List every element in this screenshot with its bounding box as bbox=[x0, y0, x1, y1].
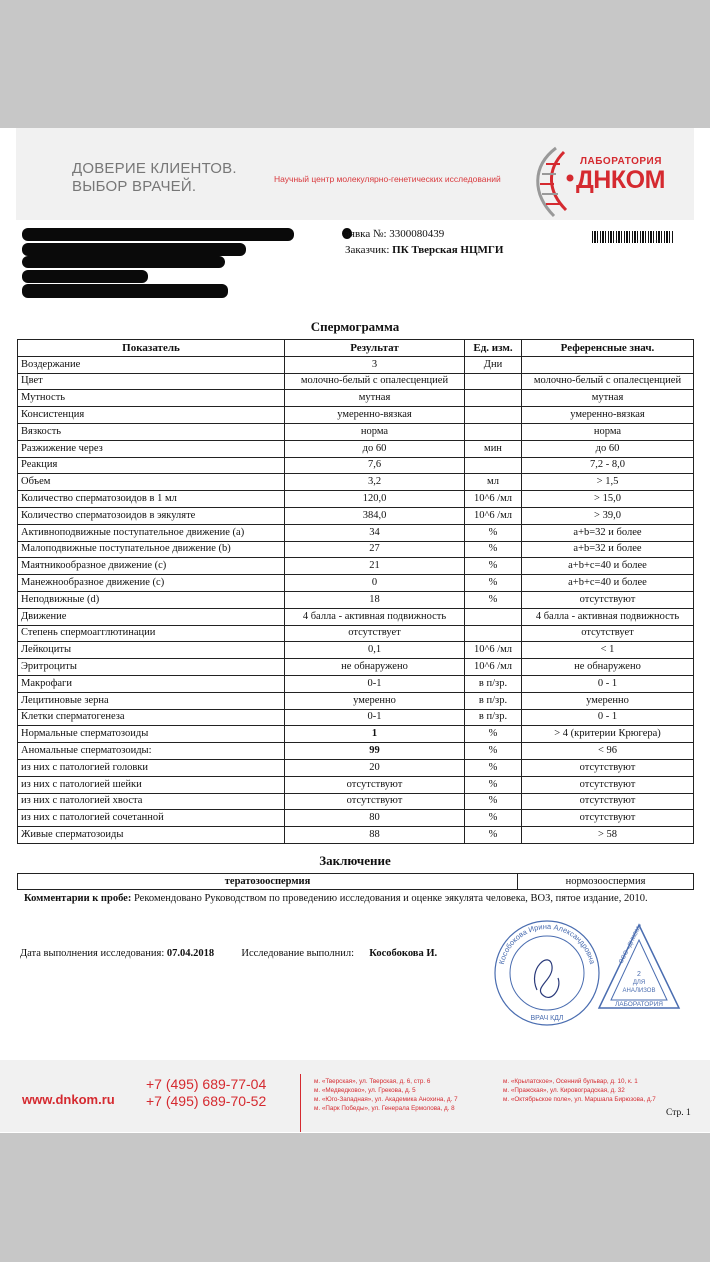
date-label: Дата выполнения исследования: bbox=[20, 948, 165, 959]
cell-unit: в п/зр. bbox=[465, 692, 522, 709]
cell-result: 0-1 bbox=[285, 709, 465, 726]
cell-indicator: Неподвижные (d) bbox=[18, 591, 285, 608]
website-link[interactable]: www.dnkom.ru bbox=[22, 1092, 115, 1107]
address-line: м. «Октябрьское поле», ул. Маршала Бирюзова, д.7 bbox=[503, 1096, 656, 1103]
cell-reference: > 58 bbox=[522, 827, 694, 844]
cell-result: молочно-белый с опалесценцией bbox=[285, 373, 465, 390]
cell-indicator: из них с патологией хвоста bbox=[18, 793, 285, 810]
redaction-bar bbox=[22, 228, 294, 241]
table-row bbox=[18, 591, 694, 608]
cell-indicator: Степень спермоагглютинации bbox=[18, 625, 285, 642]
table-row bbox=[18, 457, 694, 474]
table-row bbox=[18, 709, 694, 726]
cell-result: 99 bbox=[285, 743, 465, 760]
table-row bbox=[18, 692, 694, 709]
phone-number[interactable]: +7 (495) 689-70-52 bbox=[146, 1093, 267, 1109]
comment-label: Комментарии к пробе: bbox=[24, 893, 132, 904]
cell-unit: % bbox=[465, 558, 522, 575]
redaction-bar bbox=[22, 243, 246, 256]
cell-unit: в п/зр. bbox=[465, 675, 522, 692]
cell-indicator: Движение bbox=[18, 608, 285, 625]
doctor-stamp bbox=[492, 918, 602, 1028]
cell-result: не обнаружено bbox=[285, 659, 465, 676]
logo-laboratory-label: ЛАБОРАТОРИЯ bbox=[580, 156, 662, 167]
address-line: м. «Парк Победы», ул. Генерала Ермолова, д. 8 bbox=[314, 1105, 455, 1112]
footer-divider bbox=[300, 1074, 301, 1132]
date-value: 07.04.2018 bbox=[166, 948, 215, 959]
cell-indicator: Реакция bbox=[18, 457, 285, 474]
order-number: аявка №: 3300080439 bbox=[345, 228, 445, 240]
svg-text:Кособокова Ирина Александровна bbox=[497, 922, 597, 966]
cell-indicator: Аномальные сперматозоиды: bbox=[18, 743, 285, 760]
table-row bbox=[18, 743, 694, 760]
cell-result: 34 bbox=[285, 524, 465, 541]
performer-value: Кособокова И. bbox=[369, 948, 438, 959]
cell-unit: 10^6 /мл bbox=[465, 659, 522, 676]
cell-result: 80 bbox=[285, 810, 465, 827]
address-line: м. «Тверская», ул. Тверская, д. 6, стр. 6 bbox=[314, 1078, 431, 1085]
cell-indicator: Маятникообразное движение (c) bbox=[18, 558, 285, 575]
cell-reference: не обнаружено bbox=[522, 659, 694, 676]
stamp-round-text: Кособокова Ирина Александровна bbox=[496, 921, 597, 966]
cell-reference: мутная bbox=[522, 390, 694, 407]
cell-indicator: Лейкоциты bbox=[18, 642, 285, 659]
table-row bbox=[18, 625, 694, 642]
table-row bbox=[18, 810, 694, 827]
table-row bbox=[18, 356, 694, 373]
redaction-bar bbox=[22, 256, 225, 268]
cell-unit: в п/зр. bbox=[465, 709, 522, 726]
performer-label: Исследование выполнил: bbox=[241, 948, 355, 959]
cell-reference: умеренно bbox=[522, 692, 694, 709]
cell-result: отсутствует bbox=[285, 625, 465, 642]
cell-indicator: Количество сперматозоидов в эякуляте bbox=[18, 507, 285, 524]
cell-unit: 10^6 /мл bbox=[465, 642, 522, 659]
results-body bbox=[18, 356, 694, 843]
cell-reference bbox=[522, 356, 694, 373]
cell-reference: 4 балла - активная подвижность bbox=[522, 608, 694, 625]
cell-reference: a+b=32 и более bbox=[522, 524, 694, 541]
cell-indicator: Активноподвижные поступательное движение (а) bbox=[18, 524, 285, 541]
column-header: Результат bbox=[285, 340, 465, 357]
laboratory-stamp bbox=[596, 922, 682, 1012]
cell-reference: отсутствуют bbox=[522, 759, 694, 776]
cell-unit: 10^6 /мл bbox=[465, 491, 522, 508]
cell-result: 88 bbox=[285, 827, 465, 844]
cell-result: 0-1 bbox=[285, 675, 465, 692]
cell-unit bbox=[465, 423, 522, 440]
cell-result: 3 bbox=[285, 356, 465, 373]
table-row bbox=[18, 659, 694, 676]
cell-result: мутная bbox=[285, 390, 465, 407]
table-row bbox=[18, 776, 694, 793]
footer bbox=[0, 1060, 710, 1132]
cell-indicator: Количество сперматозоидов в 1 мл bbox=[18, 491, 285, 508]
column-header: Ед. изм. bbox=[465, 340, 522, 357]
cell-unit bbox=[465, 457, 522, 474]
table-row bbox=[18, 827, 694, 844]
cell-result: норма bbox=[285, 423, 465, 440]
redaction-bar bbox=[22, 270, 148, 283]
table-row bbox=[18, 507, 694, 524]
address-line: м. «Пражская», ул. Кировоградская, д. 32 bbox=[503, 1087, 625, 1094]
table-row bbox=[18, 407, 694, 424]
cell-indicator: из них с патологией головки bbox=[18, 759, 285, 776]
cell-reference: 7,2 - 8,0 bbox=[522, 457, 694, 474]
cell-result: 21 bbox=[285, 558, 465, 575]
slogan-line-1: ДОВЕРИЕ КЛИЕНТОВ. bbox=[72, 160, 237, 177]
conclusion-result: тератозооспермия bbox=[18, 874, 518, 890]
cell-reference: отсутствует bbox=[522, 625, 694, 642]
cell-result: 384,0 bbox=[285, 507, 465, 524]
cell-unit bbox=[465, 608, 522, 625]
cell-reference: отсутствуют bbox=[522, 591, 694, 608]
cell-reference: молочно-белый с опалесценцией bbox=[522, 373, 694, 390]
cell-unit: % bbox=[465, 726, 522, 743]
cell-reference: > 15,0 bbox=[522, 491, 694, 508]
customer-label: Заказчик: bbox=[345, 244, 390, 256]
cell-indicator: Макрофаги bbox=[18, 675, 285, 692]
barcode bbox=[592, 231, 674, 243]
cell-unit: % bbox=[465, 810, 522, 827]
cell-indicator: Разжижение через bbox=[18, 440, 285, 457]
table-row bbox=[18, 524, 694, 541]
cell-indicator: Вязкость bbox=[18, 423, 285, 440]
page-number: Стр. 1 bbox=[666, 1108, 691, 1118]
cell-result: 120,0 bbox=[285, 491, 465, 508]
cell-result: 7,6 bbox=[285, 457, 465, 474]
cell-unit: % bbox=[465, 575, 522, 592]
customer-value: ПК Тверская НЦМГИ bbox=[392, 244, 504, 256]
table-row bbox=[18, 642, 694, 659]
cell-reference: отсутствуют bbox=[522, 776, 694, 793]
redaction-bar bbox=[22, 284, 228, 298]
cell-indicator: Мутность bbox=[18, 390, 285, 407]
table-row bbox=[18, 474, 694, 491]
table-row bbox=[18, 390, 694, 407]
cell-unit: % bbox=[465, 743, 522, 760]
cell-unit: Дни bbox=[465, 356, 522, 373]
cell-result: 1 bbox=[285, 726, 465, 743]
results-table bbox=[17, 339, 694, 844]
cell-indicator: Живые сперматозоиды bbox=[18, 827, 285, 844]
cell-result: умеренно-вязкая bbox=[285, 407, 465, 424]
cell-reference: a+b+c=40 и более bbox=[522, 558, 694, 575]
cell-result: 4 балла - активная подвижность bbox=[285, 608, 465, 625]
cell-indicator: Объем bbox=[18, 474, 285, 491]
cell-reference: a+b+c=40 и более bbox=[522, 575, 694, 592]
conclusion-title: Заключение bbox=[319, 853, 391, 868]
cell-reference: норма bbox=[522, 423, 694, 440]
table-row bbox=[18, 726, 694, 743]
table-row bbox=[18, 491, 694, 508]
cell-result: 0 bbox=[285, 575, 465, 592]
stamp-tri-mid: ДЛЯ bbox=[632, 980, 646, 986]
cell-unit: % bbox=[465, 759, 522, 776]
cell-indicator: Манежнообразное движение (c) bbox=[18, 575, 285, 592]
document-page bbox=[0, 128, 710, 1133]
cell-result: отсутствуют bbox=[285, 793, 465, 810]
cell-reference: > 4 (критерии Крюгера) bbox=[522, 726, 694, 743]
table-row bbox=[18, 675, 694, 692]
cell-result: умеренно bbox=[285, 692, 465, 709]
cell-indicator: Воздержание bbox=[18, 356, 285, 373]
stamp-round-bottom: ВРАЧ КДЛ bbox=[530, 1015, 564, 1022]
cell-result: 0,1 bbox=[285, 642, 465, 659]
address-line: м. «Медведково», ул. Грекова, д. 5 bbox=[314, 1087, 416, 1094]
conclusion-reference: нормозооспермия bbox=[518, 874, 694, 890]
cell-result: 27 bbox=[285, 541, 465, 558]
cell-unit: мин bbox=[465, 440, 522, 457]
cell-unit: % bbox=[465, 524, 522, 541]
cell-unit: % bbox=[465, 827, 522, 844]
table-row bbox=[18, 440, 694, 457]
cell-reference: 0 - 1 bbox=[522, 709, 694, 726]
cell-reference: до 60 bbox=[522, 440, 694, 457]
table-row bbox=[18, 759, 694, 776]
cell-indicator: Эритроциты bbox=[18, 659, 285, 676]
cell-unit: мл bbox=[465, 474, 522, 491]
cell-indicator: Нормальные сперматозоиды bbox=[18, 726, 285, 743]
sample-comment bbox=[24, 892, 690, 906]
cell-result: 3,2 bbox=[285, 474, 465, 491]
comment-text: Рекомендовано Руководством по проведению исследования и оценке эякулята человека, ВОЗ, пятое издание, 2010. bbox=[133, 893, 648, 904]
stamp-tri-top: ООО «ДНКОМ» bbox=[618, 923, 644, 965]
table-row bbox=[18, 575, 694, 592]
cell-result: отсутствуют bbox=[285, 776, 465, 793]
cell-unit: 10^6 /мл bbox=[465, 507, 522, 524]
cell-reference: умеренно-вязкая bbox=[522, 407, 694, 424]
slogan-line-2: ВЫБОР ВРАЧЕЙ. bbox=[72, 178, 197, 195]
cell-reference: > 39,0 bbox=[522, 507, 694, 524]
cell-reference: < 1 bbox=[522, 642, 694, 659]
cell-reference: 0 - 1 bbox=[522, 675, 694, 692]
address-line: м. «Крылатское», Осенний бульвар, д. 10, к. 1 bbox=[503, 1078, 638, 1085]
cell-result: 18 bbox=[285, 591, 465, 608]
cell-unit: % bbox=[465, 591, 522, 608]
cell-indicator: Лецитиновые зерна bbox=[18, 692, 285, 709]
cell-result: 20 bbox=[285, 759, 465, 776]
cell-reference: > 1,5 bbox=[522, 474, 694, 491]
cell-unit bbox=[465, 407, 522, 424]
customer-line bbox=[345, 244, 503, 256]
stamp-tri-mid: 2 bbox=[637, 971, 641, 978]
cell-unit bbox=[465, 625, 522, 642]
cell-unit: % bbox=[465, 541, 522, 558]
cell-reference: a+b=32 и более bbox=[522, 541, 694, 558]
cell-indicator: Клетки сперматогенеза bbox=[18, 709, 285, 726]
cell-unit bbox=[465, 390, 522, 407]
phone-number[interactable]: +7 (495) 689-77-04 bbox=[146, 1076, 267, 1092]
cell-indicator: из них с патологией шейки bbox=[18, 776, 285, 793]
logo-brand-name: ДНКОМ bbox=[576, 166, 665, 194]
cell-indicator: Малоподвижные поступательное движение (b) bbox=[18, 541, 285, 558]
table-row bbox=[18, 793, 694, 810]
cell-unit: % bbox=[465, 776, 522, 793]
center-subtitle: Научный центр молекулярно-генетических исследований bbox=[274, 174, 501, 184]
address-line: м. «Юго-Западная», ул. Академика Анохина, д. 7 bbox=[314, 1096, 458, 1103]
table-row bbox=[18, 541, 694, 558]
table-row bbox=[18, 373, 694, 390]
cell-unit: % bbox=[465, 793, 522, 810]
cell-reference: отсутствуют bbox=[522, 810, 694, 827]
cell-reference: < 96 bbox=[522, 743, 694, 760]
cell-indicator: Цвет bbox=[18, 373, 285, 390]
conclusion-table bbox=[17, 873, 694, 890]
letterhead bbox=[16, 128, 694, 220]
table-row bbox=[18, 558, 694, 575]
column-header: Показатель bbox=[18, 340, 285, 357]
page-title: Спермограмма bbox=[310, 319, 400, 334]
table-header-row bbox=[18, 340, 694, 357]
stamp-tri-bottom: ЛАБОРАТОРИЯ bbox=[614, 1001, 664, 1008]
table-row bbox=[18, 608, 694, 625]
stamp-tri-mid: АНАЛИЗОВ bbox=[622, 988, 656, 994]
column-header: Референсные знач. bbox=[522, 340, 694, 357]
cell-indicator: Консистенция bbox=[18, 407, 285, 424]
cell-unit bbox=[465, 373, 522, 390]
cell-indicator: из них с патологией сочетанной bbox=[18, 810, 285, 827]
table-row bbox=[18, 423, 694, 440]
cell-reference: отсутствуют bbox=[522, 793, 694, 810]
cell-result: до 60 bbox=[285, 440, 465, 457]
